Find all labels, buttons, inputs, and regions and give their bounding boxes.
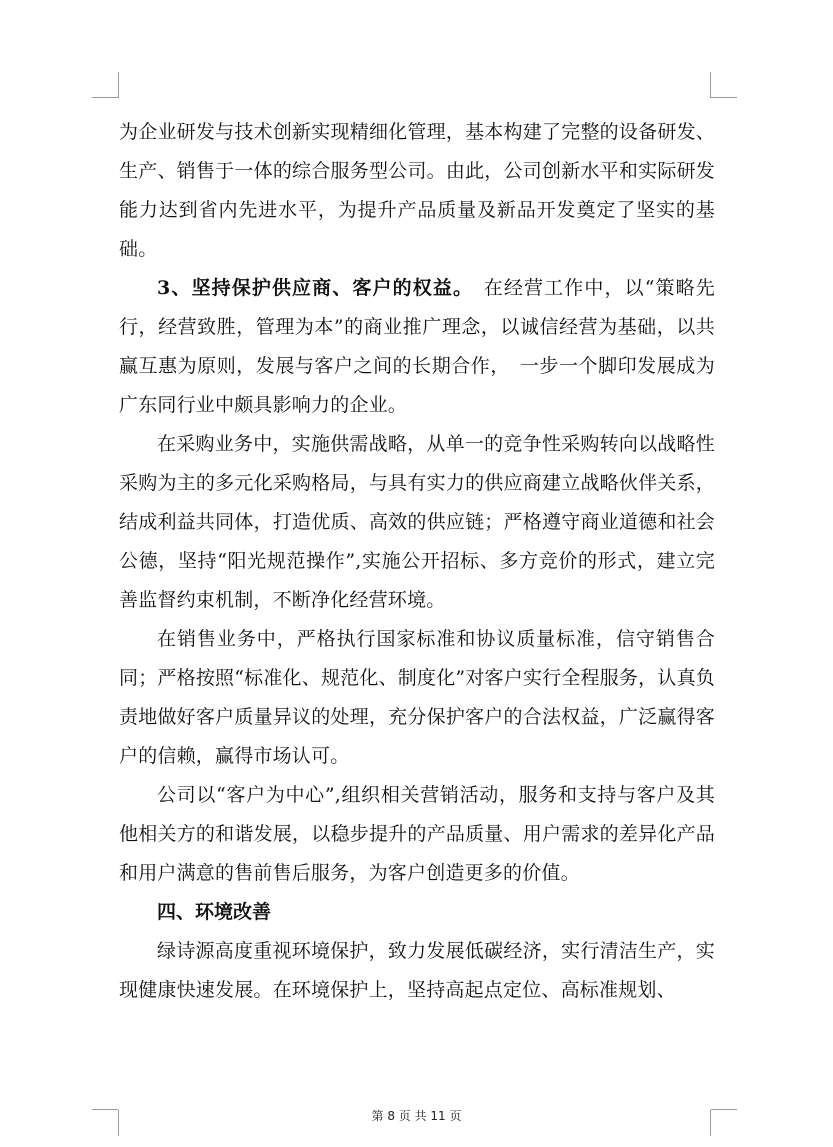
paragraph-continuation: 为企业研发与技术创新实现精细化管理，基本构建了完整的设备研发、生产、销售于一体的综合服务型公司。由此，公司创新水平和实际研发能力达到省内先进水平，为提升产品质量及新品开发奠定了坚实的基础。	[119, 121, 715, 260]
paragraph-customer-center: 公司以“客户为中心”,组织相关营销活动，服务和支持与客户及其他相关方的和谐发展，以稳步提升的产品质量、用户需求的差异化产品和用户满意的售前售后服务，为客户创造更多的价值。	[119, 784, 715, 884]
paragraph-procurement: 在采购业务中，实施供需战略，从单一的竞争性采购转向以战略性采购为主的多元化采购格局，与具有实力的供应商建立战略伙伴关系，结成利益共同体，打造优质、高效的供应链；严格遵守商业道德和社会公德，坚持“阳光规范操作”,实施公开招标、多方竞价的形式，建立完善监督约束机制，不断净化经营环境。	[119, 433, 715, 611]
section-heading-3: 3、坚持保护供应商、客户的权益。	[157, 277, 464, 299]
crop-mark-top-right-h	[711, 97, 737, 98]
paragraph-environment: 绿诗源高度重视环境保护，致力发展低碳经济，实行清洁生产，实现健康快速发展。在环境保护上，坚持高起点定位、高标准规划、	[119, 940, 715, 1001]
crop-mark-top-left-v	[118, 72, 119, 98]
page-number-footer: 第 8 页 共 11 页	[371, 1109, 462, 1123]
paragraph-supplier-customer-rights	[119, 269, 715, 425]
crop-mark-top-left-h	[92, 97, 118, 98]
paragraph-text: 在经营工作中，以“策略先行，经营致胜，管理为本”的商业推广理念，以诚信经营为基础，以共赢互惠为原则，发展与客户之间的长期合作， 一步一个脚印发展成为广东同行业中颇具影响力的企业。	[119, 277, 715, 416]
section-heading-4: 四、环境改善	[157, 901, 272, 923]
crop-mark-top-right-v	[710, 72, 711, 98]
paragraph-sales: 在销售业务中，严格执行国家标准和协议质量标准，信守销售合同；严格按照“标准化、规范化、制度化”对客户实行全程服务，认真负责地做好客户质量异议的处理，充分保护客户的合法权益，广泛赢得客户的信赖，赢得市场认可。	[119, 628, 715, 767]
document-body	[119, 113, 715, 1010]
